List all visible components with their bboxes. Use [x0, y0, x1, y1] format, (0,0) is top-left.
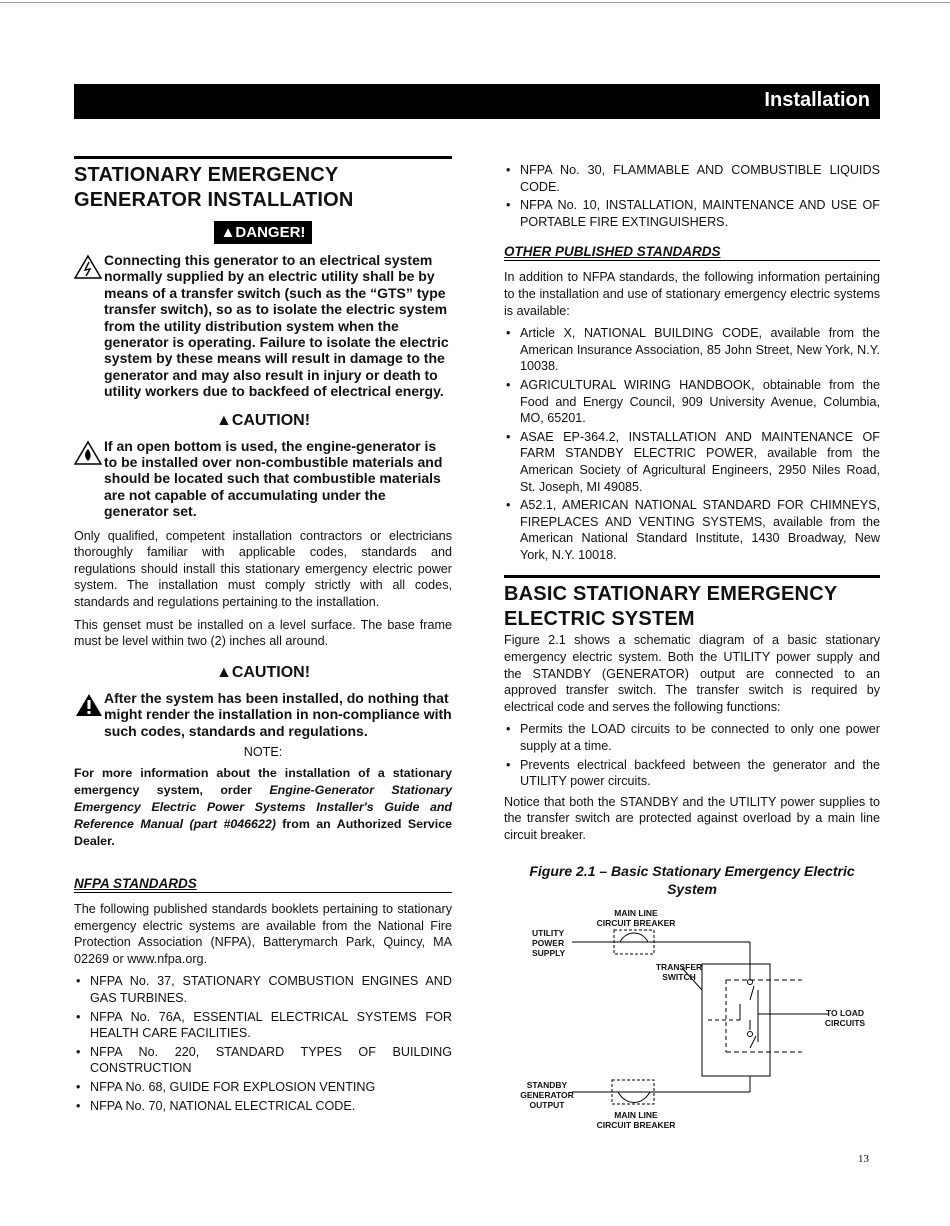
basic-system-intro: Figure 2.1 shows a schematic diagram of a basic stationary emergency electric system. Both the UTILITY power supply and the STANDBY (GENERATOR) output are connected to an approved transfer switch. The transfer switch is required by electrical code and serves the following functions:: [504, 633, 880, 714]
section-header-title: Installation: [764, 89, 870, 111]
page-number: 13: [858, 1153, 869, 1165]
note-label: NOTE:: [243, 745, 283, 760]
danger-label: ▲DANGER!: [214, 221, 313, 244]
load-circuits-label: TO LOAD CIRCUITS: [824, 1007, 866, 1028]
warning-triangle-icon: ▲: [215, 411, 232, 429]
fire-hazard-icon: [74, 440, 104, 471]
other-standards-list: [504, 325, 880, 563]
caution-warning-1: [74, 438, 452, 520]
transfer-switch-diagram: [504, 908, 880, 1168]
list-item: • NFPA No. 70, NATIONAL ELECTRICAL CODE.: [74, 1098, 452, 1115]
nfpa-intro: The following published standards booklets pertaining to stationary emergency electric systems are available from the National Fire Protection Association (NFPA), Batterymarch Park, Quincy, MA 02269 or www.nfpa.org.: [74, 902, 452, 966]
list-item: • Permits the LOAD circuits to be connected to only one power supply at a time.: [504, 721, 880, 754]
basic-system-functions: [504, 721, 880, 789]
other-standards-title: OTHER PUBLISHED STANDARDS: [504, 244, 880, 261]
top-rule: [0, 2, 950, 3]
list-item: • AGRICULTURAL WIRING HANDBOOK, obtainable from the Food and Energy Council, 909 University Avenue, Columbia, MO, 65201.: [504, 377, 880, 427]
danger-text: Connecting this generator to an electrical system normally supplied by an electric utility shall be by means of a transfer switch (such as the “GTS” type transfer switch), so as to isolate the electric system from the utility distribution system when the generator is operating. Failure to isolate the electric system by these means will result in damage to the generator and may also result in injury or death to utility workers due to backfeed of electrical energy.: [104, 252, 449, 400]
basic-system-outro: Notice that both the STANDBY and the UTILITY power supplies to the transfer switch are protected against overload by a main line circuit breaker.: [504, 794, 880, 842]
left-column: [74, 156, 452, 1118]
standby-output-label: STANDBY GENERATOR OUTPUT: [520, 1079, 574, 1110]
danger-heading: [74, 221, 452, 244]
installer-paragraph: Only qualified, competent installation contractors or electricians thoroughly familiar with applicable codes, standards and regulations should install this stationary emergency electric power system. The installation must comply strictly with all codes, standards and regulations pertaining to the installation.: [74, 528, 452, 610]
figure-caption: Figure 2.1 – Basic Stationary Emergency Electric System: [529, 862, 855, 897]
caution-text-1: If an open bottom is used, the engine-generator is to be installed over non-combustible materials and should be located such that combustible materials are not capable of accumulating under the generator set.: [104, 437, 443, 520]
warning-triangle-icon: ▲: [220, 224, 236, 241]
caution-text-2: After the system has been installed, do nothing that might render the installation in non-compliance with such codes, standards and regulations.: [104, 689, 452, 739]
list-item: • NFPA No. 10, INSTALLATION, MAINTENANCE AND USE OF PORTABLE FIRE EXTINGUISHERS.: [504, 197, 880, 230]
danger-warning: [74, 252, 452, 400]
list-item: • Prevents electrical backfeed between the generator and the UTILITY power circuits.: [504, 757, 880, 790]
list-item: • NFPA No. 68, GUIDE FOR EXPLOSION VENTING: [74, 1079, 452, 1096]
transfer-switch-label: TRANSFER SWITCH: [655, 961, 703, 982]
top-breaker-label: MAIN LINE CIRCUIT BREAKER: [596, 907, 676, 928]
caution-heading-2: ▲CAUTION!: [215, 663, 311, 681]
basic-system-section-title: BASIC STATIONARY EMERGENCY ELECTRIC SYSTEM: [504, 575, 880, 632]
installation-section-title: STATIONARY EMERGENCY GENERATOR INSTALLATION: [74, 156, 452, 213]
electric-hazard-icon: [74, 254, 104, 285]
list-item: • ASAE EP-364.2, INSTALLATION AND MAINTENANCE OF FARM STANDBY ELECTRIC POWER, available from the American Society of Agricultural Engineers, 2950 Niles Road, St. Joseph, MI 49085.: [504, 429, 880, 495]
bottom-breaker-label: MAIN LINE CIRCUIT BREAKER: [596, 1109, 676, 1130]
other-standards-intro: In addition to NFPA standards, the following information pertaining to the installation and use of stationary emergency electric systems is available:: [504, 270, 880, 318]
list-item: • Article X, NATIONAL BUILDING CODE, available from the American Insurance Association, 85 John Street, New York, N.Y. 10038.: [504, 325, 880, 375]
nfpa-list-continued: [504, 162, 880, 230]
caution-heading-1: ▲CAUTION!: [215, 411, 311, 429]
nfpa-standards-title: NFPA STANDARDS: [74, 876, 452, 893]
caution-warning-2: [74, 690, 452, 739]
level-surface-paragraph: This genset must be installed on a level surface. The base frame must be level within two (2) inches all around.: [74, 617, 452, 649]
list-item: • A52.1, AMERICAN NATIONAL STANDARD FOR CHIMNEYS, FIREPLACES AND VENTING SYSTEMS, available from the American National Standard Institute, 1430 Broadway, New York, N.Y. 10018.: [504, 497, 880, 563]
utility-supply-label: UTILITY POWER SUPPLY: [532, 927, 566, 958]
section-header-bar: [74, 84, 880, 119]
list-item: • NFPA No. 30, FLAMMABLE AND COMBUSTIBLE LIQUIDS CODE.: [504, 162, 880, 195]
exclamation-hazard-icon: [74, 692, 104, 723]
nfpa-list: [74, 973, 452, 1114]
list-item: • NFPA No. 37, STATIONARY COMBUSTION ENGINES AND GAS TURBINES.: [74, 973, 452, 1006]
list-item: • NFPA No. 76A, ESSENTIAL ELECTRICAL SYSTEMS FOR HEALTH CARE FACILITIES.: [74, 1009, 452, 1042]
right-column: [504, 162, 880, 1168]
warning-triangle-icon: ▲: [215, 663, 232, 681]
list-item: • NFPA No. 220, STANDARD TYPES OF BUILDING CONSTRUCTION: [74, 1044, 452, 1077]
note-text: For more information about the installation of a stationary emergency system, order Engine-Generator Stationary Emergency Electric Power Systems Installer's Guide and Reference Manual (part #046622) from an Authorized Service Dealer.: [74, 766, 452, 849]
